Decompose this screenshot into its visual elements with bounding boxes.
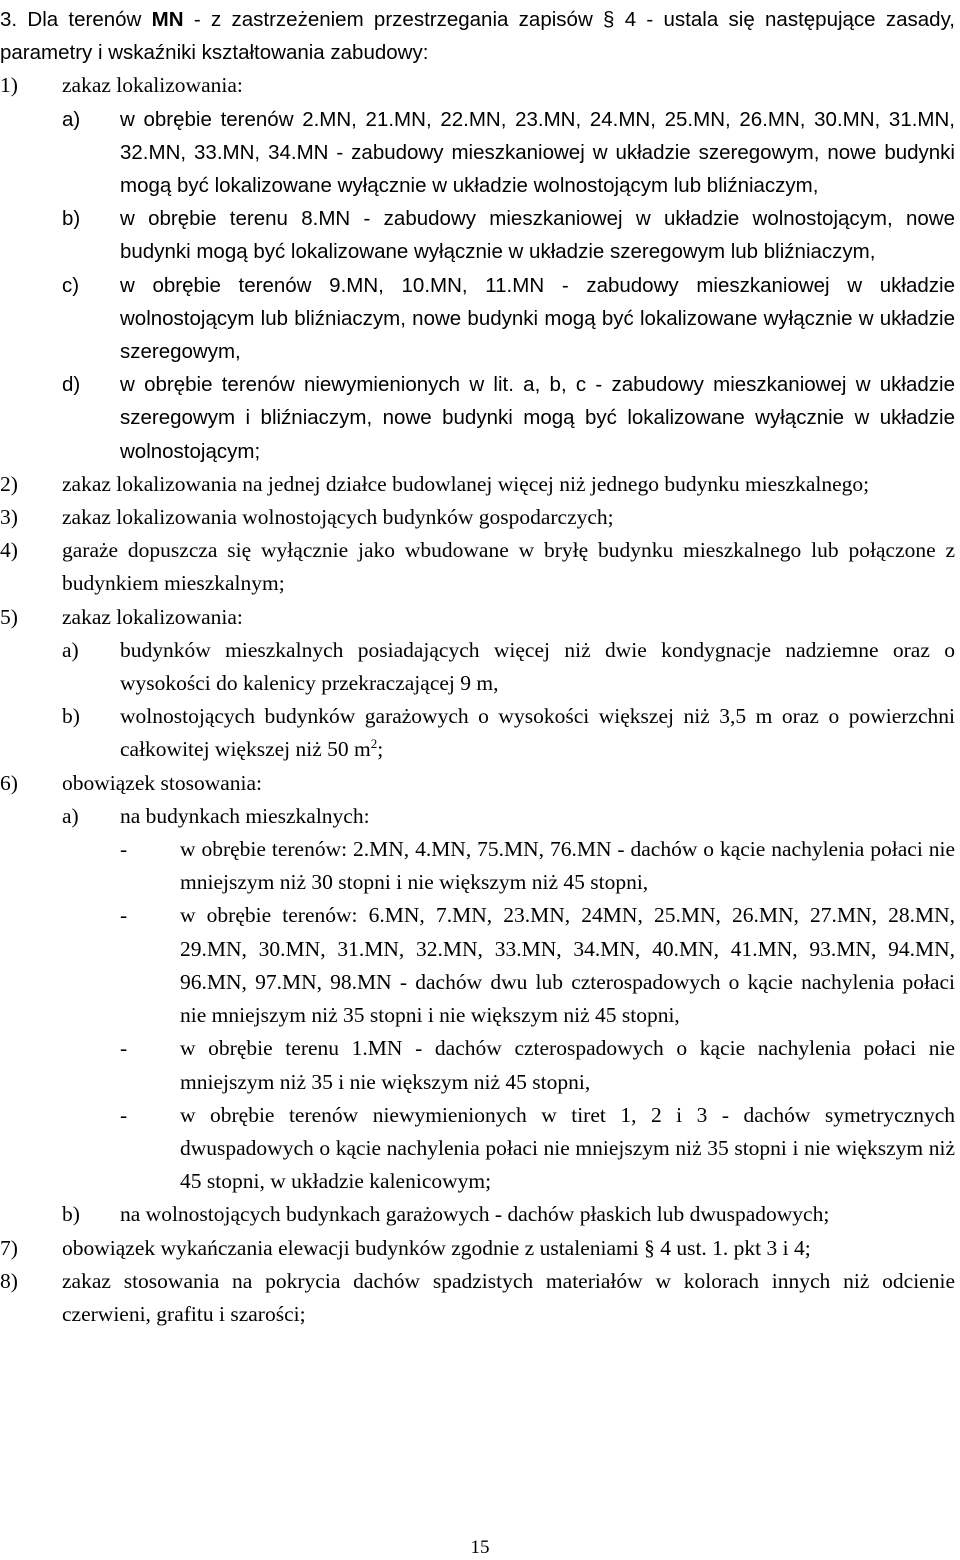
intro-paragraph (0, 3, 955, 69)
intro-term-mn: MN (151, 8, 184, 31)
item-letter: d) (62, 373, 81, 397)
item-text: zakaz stosowania na pokrycia dachów spadzistych materiałów w kolorach innych niż odcienie czerwieni, grafitu i szarości; (62, 1268, 955, 1326)
dash-item-3 (0, 1032, 960, 1098)
dash-text: w obrębie terenów: 2.MN, 4.MN, 75.MN, 76.MN - dachów o kącie nachylenia połaci nie mniejszym niż 30 stopni i nie większym niż 45 stopni, (180, 837, 955, 895)
item-number: 7) (0, 1235, 18, 1260)
list-item-5 (0, 601, 960, 634)
page-number: 15 (470, 1537, 490, 1558)
item-text: budynków mieszkalnych posiadających więcej niż dwie kondygnacje nadziemne oraz o wysokości do kalenicy przekraczającej 9 m, (120, 637, 955, 696)
list-item-5a (0, 634, 960, 700)
intro-text-start: 3. Dla terenów (0, 8, 152, 31)
item-letter: c) (62, 273, 80, 297)
list-item-2 (0, 468, 960, 501)
item-letter: a) (62, 803, 79, 828)
item-letter: b) (62, 1202, 80, 1227)
list-item-5b (0, 700, 960, 766)
dash-mark: - (120, 1102, 128, 1127)
item-number: 1) (0, 73, 18, 98)
item-text: zakaz lokalizowania wolnostojących budynków gospodarczych; (62, 505, 614, 530)
dash-mark: - (120, 1036, 128, 1061)
item-text: na budynkach mieszkalnych: (120, 803, 370, 828)
dash-item-1 (0, 833, 960, 899)
list-item-1 (0, 69, 960, 102)
list-item-6a (0, 800, 960, 833)
item-number: 2) (0, 471, 18, 496)
list-item-8 (0, 1265, 960, 1331)
item-text: zakaz lokalizowania: (62, 73, 243, 98)
item-letter: a) (62, 637, 79, 662)
intro-text-rest: - z zastrzeżeniem przestrzegania zapisów § 4 - ustala się następujące zasady, parametry i wskaźniki kształtowania zabudowy: (0, 8, 955, 65)
superscript-exponent: 2 (370, 736, 378, 752)
item-text-tail: ; (377, 737, 384, 762)
list-item-1b (0, 202, 960, 268)
item-text: obowiązek stosowania: (62, 770, 263, 795)
dash-text: w obrębie terenów niewymienionych w tiret 1, 2 i 3 - dachów symetrycznych dwuspadowych o kącie nachylenia połaci nie mniejszym niż 35 stopni i nie większym niż 45 stopni, w układzie kalenicowym; (180, 1102, 955, 1194)
item-letter: a) (62, 107, 81, 131)
item-text: w obrębie terenów 2.MN, 21.MN, 22.MN, 23.MN, 24.MN, 25.MN, 26.MN, 30.MN, 31.MN, 32.MN, 33.MN, 34.MN - zabudowy mieszkaniowej w układzie szeregowym, nowe budynki mogą być lokalizowane wyłącznie w układzie wolnostojącym lub bliźniaczym, (120, 107, 955, 198)
list-item-1d (0, 368, 960, 468)
dash-text: w obrębie terenów: 6.MN, 7.MN, 23.MN, 24MN, 25.MN, 26.MN, 27.MN, 28.MN, 29.MN, 30.MN, 31.MN, 32.MN, 33.MN, 34.MN, 40.MN, 41.MN, 93.MN, 94.MN, 96.MN, 97.MN, 98.MN - dachów dwu lub czterospadowych o kącie nachylenia połaci nie mniejszym niż 35 stopni i nie większym niż 45 stopni, (180, 903, 955, 1028)
list-item-1a (0, 103, 960, 203)
item-number: 8) (0, 1268, 18, 1293)
dash-text: w obrębie terenu 1.MN - dachów czterospadowych o kącie nachylenia połaci nie mniejszym niż 35 i nie większym niż 45 stopni, (180, 1036, 955, 1094)
item-text: w obrębie terenu 8.MN - zabudowy mieszkaniowej w układzie wolnostojącym, nowe budynki mogą być lokalizowane wyłącznie w układzie szeregowym lub bliźniaczym, (120, 207, 955, 264)
dash-item-4 (0, 1099, 960, 1199)
item-number: 6) (0, 770, 18, 795)
item-text-main: wolnostojących budynków garażowych o wysokości większej niż 3,5 m oraz o powierzchni całkowitej większej niż 50 m (120, 704, 955, 762)
item-text: obowiązek wykańczania elewacji budynków zgodnie z ustaleniami § 4 ust. 1. pkt 3 i 4; (62, 1235, 811, 1260)
dash-mark: - (120, 903, 128, 928)
item-text: zakaz lokalizowania na jednej działce budowlanej więcej niż jednego budynku mieszkalnego; (62, 471, 870, 496)
item-text: w obrębie terenów niewymienionych w lit. a, b, c - zabudowy mieszkaniowej w układzie szeregowym i bliźniaczym, nowe budynki mogą być lokalizowane wyłącznie w układzie wolnostojącym; (120, 373, 955, 463)
item-text: na wolnostojących budynkach garażowych - dachów płaskich lub dwuspadowych; (120, 1202, 830, 1227)
item-number: 5) (0, 604, 18, 629)
list-item-3 (0, 501, 960, 534)
item-letter: b) (62, 207, 81, 231)
dash-item-2 (0, 899, 960, 1032)
list-item-4 (0, 534, 960, 600)
item-text: garaże dopuszcza się wyłącznie jako wbudowane w bryłę budynku mieszkalnego lub połączone z budynkiem mieszkalnym; (62, 538, 955, 596)
item-text: zakaz lokalizowania: (62, 604, 243, 629)
list-item-7 (0, 1232, 960, 1265)
dash-mark: - (120, 837, 128, 862)
list-item-1c (0, 269, 960, 369)
item-letter: b) (62, 704, 80, 729)
list-item-6 (0, 767, 960, 800)
item-number: 4) (0, 538, 18, 563)
item-text: w obrębie terenów 9.MN, 10.MN, 11.MN - zabudowy mieszkaniowej w układzie wolnostojącym lub bliźniaczym, nowe budynki mogą być lokalizowane wyłącznie w układzie szeregowym, (120, 273, 955, 364)
item-text (120, 700, 955, 766)
list-item-6b (0, 1198, 960, 1231)
item-number: 3) (0, 505, 18, 530)
